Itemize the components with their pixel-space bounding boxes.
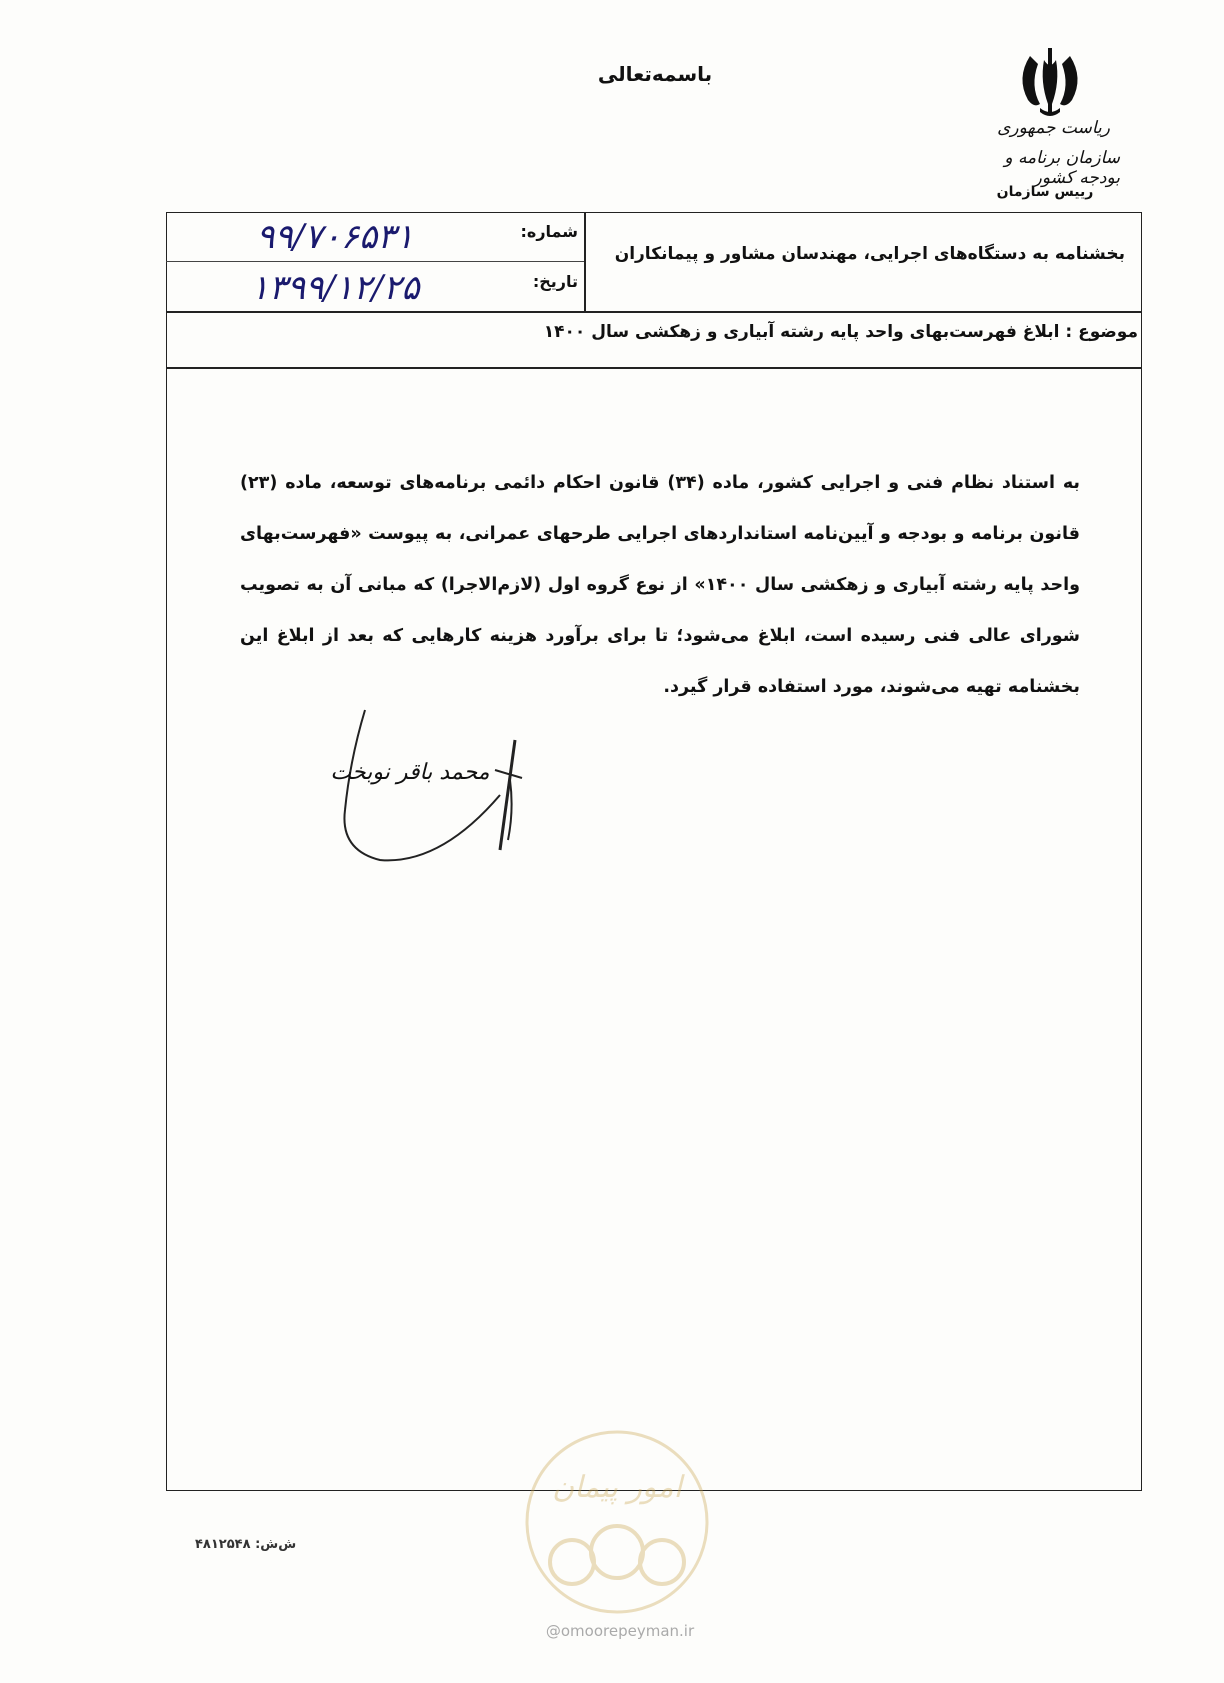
org-presidency-line: ریاست جمهوری [997, 118, 1110, 138]
recipients-line: بخشنامه به دستگاه‌های اجرایی، مهندسان مشاور و پیمانکاران [614, 244, 1125, 264]
org-name-line: سازمان برنامه و بودجه کشور [1004, 148, 1120, 188]
number-label: شماره: [520, 222, 578, 241]
date-value: ۱۳۹۹/۱۲/۲۵ [250, 268, 420, 308]
subject-line: موضوع : ابلاغ فهرست‌بهای واحد پایه رشته آبیاری و زهکشی سال ۱۴۰۰ [543, 322, 1138, 342]
meta-row-divider [166, 261, 584, 262]
bismillah-heading: باسمه‌تعالی [597, 62, 713, 86]
meta-column-divider [584, 212, 586, 311]
signer-name: محمد باقر نوبخت [330, 760, 490, 785]
serial-number: ش‌ش: ۴۸۱۲۵۴۸ [195, 1537, 297, 1552]
number-value: ۹۹/۷۰۶۵۳۱ [256, 217, 414, 257]
subject-divider [166, 367, 1142, 369]
iran-emblem-logo [1010, 42, 1090, 122]
body-paragraph: به استناد نظام فنی و اجرایی کشور، ماده (۳۴) قانون احکام دائمی برنامه‌های توسعه، ماده (۲۳) قانون برنامه و بودجه و آیین‌نامه استانداردهای اجرایی طرحهای عمرانی، به پیوست «فهرست‌بهای واحد پایه رشته آبیاری و زهکشی سال ۱۴۰۰» از نوع گروه اول (لازم‌الاجرا) که مبانی آن به تصویب شورای عالی فنی رسیده است، ابلاغ می‌شود؛ تا برای برآورد هزینه کارهایی که بعد از ابلاغ این بخشنامه تهیه می‌شوند، مورد استفاده قرار گیرد. [240, 473, 1080, 697]
svg-text:امور پیمان: امور پیمان [552, 1470, 682, 1505]
head-title: رییس سازمان [996, 184, 1094, 200]
header-divider [166, 311, 1142, 313]
watermark-site: @omoorepeyman.ir [545, 1622, 695, 1640]
handwritten-signature [310, 700, 550, 900]
watermark-logo [522, 1422, 712, 1622]
date-label: تاریخ: [532, 272, 578, 291]
